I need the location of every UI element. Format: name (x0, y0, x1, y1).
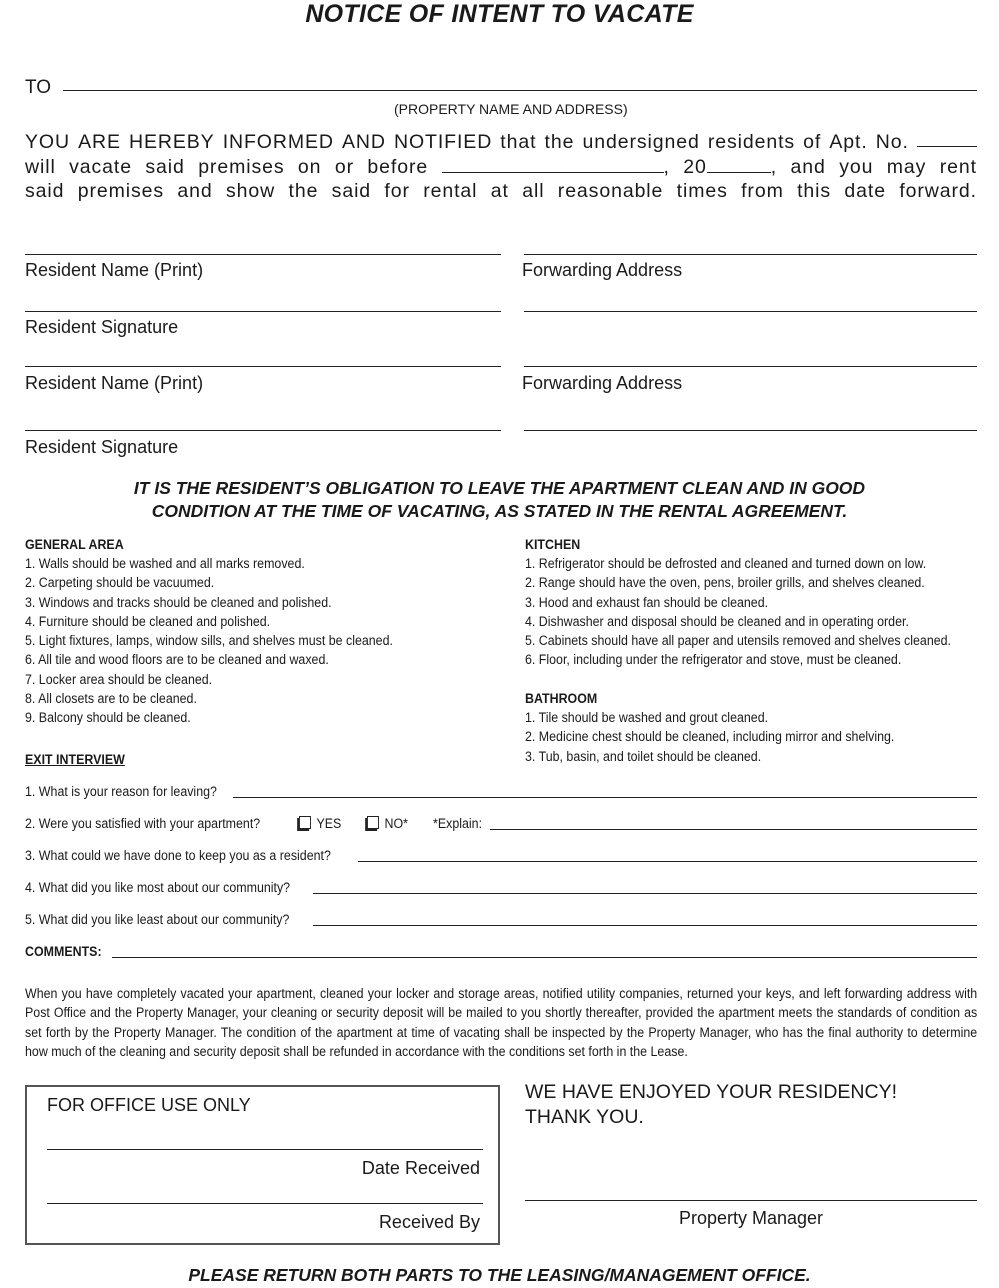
notice-word: on (297, 156, 322, 178)
notice-word: residents (707, 131, 796, 153)
bathroom-section (525, 691, 894, 766)
year-prefix: 20 (683, 156, 707, 178)
notice-word: from (741, 180, 784, 202)
answer-field-4[interactable] (313, 893, 977, 894)
notice-word: AND (342, 131, 386, 153)
vacate-date-field[interactable] (442, 157, 664, 173)
explain-field[interactable] (490, 829, 977, 830)
list-item: 4. Furniture should be cleaned and polished. (25, 613, 271, 629)
notice-line-2 (25, 156, 977, 179)
vacate-year-group (683, 156, 777, 179)
list-item: 3. Hood and exhaust fan should be cleaned. (525, 594, 769, 610)
notice-word: rental (423, 180, 478, 202)
resident-signature-field-2[interactable] (25, 430, 501, 431)
notice-word: Apt. (829, 131, 868, 153)
resident-signature-label-1: Resident Signature (25, 317, 179, 337)
comments-field[interactable] (112, 957, 977, 958)
notice-word: said (25, 180, 65, 202)
notice-word: you (839, 156, 874, 178)
obligation-statement (0, 477, 999, 523)
yes-option[interactable] (299, 816, 341, 831)
notice-word: premises (77, 180, 165, 202)
list-item: 7. Locker area should be cleaned. (25, 671, 213, 687)
notice-word: reasonable (557, 180, 664, 202)
yes-label: YES (316, 816, 342, 831)
footer-instruction: PLEASE RETURN BOTH PARTS TO THE LEASING/MANAGEMENT OFFICE. (188, 1265, 811, 1285)
forwarding-address-label-1: Forwarding Address (522, 260, 683, 280)
notice-word: said (331, 180, 372, 202)
list-item: 4. Dishwasher and disposal should be cleaned and in operating order. (525, 613, 909, 629)
notice-word: the (288, 180, 319, 202)
notice-word: or (334, 156, 354, 178)
thank-you-line-1: WE HAVE ENJOYED YOUR RESIDENCY! (525, 1081, 898, 1103)
question-4: 4. What did you like most about our community? (25, 880, 291, 895)
notice-word: this (797, 180, 832, 202)
answer-field-3[interactable] (358, 861, 977, 862)
received-by-field[interactable] (47, 1203, 483, 1204)
no-label: NO* (384, 816, 408, 831)
resident-name-field-1[interactable] (25, 254, 501, 255)
obligation-line-1: IT IS THE RESIDENT’S OBLIGATION TO LEAVE THE APARTMENT CLEAN AND IN GOOD (133, 478, 866, 498)
thank-you-line-2: THANK YOU. (525, 1106, 644, 1128)
list-item: 5. Cabinets should have all paper and utensils removed and shelves cleaned. (525, 633, 952, 649)
notice-word: at (490, 180, 509, 202)
explain-label: *Explain: (433, 816, 483, 831)
document-title: NOTICE OF INTENT TO VACATE (305, 0, 694, 28)
list-item: 1. Tile should be washed and grout cleaned. (525, 710, 769, 725)
no-checkbox[interactable] (367, 816, 379, 829)
notice-word: may (886, 156, 927, 178)
list-item: 1. Refrigerator should be defrosted and cleaned and turned down on low. (525, 556, 927, 571)
notice-word: and (177, 180, 213, 202)
no-option[interactable] (367, 816, 408, 831)
date-received-label: Date Received (361, 1158, 480, 1178)
office-use-heading: FOR OFFICE USE ONLY (47, 1095, 251, 1115)
list-item: 1. Walls should be washed and all marks removed. (25, 556, 305, 571)
vacate-year-field[interactable] (707, 157, 771, 173)
resident-name-label-2: Resident Name (Print) (25, 373, 204, 393)
notice-line-1 (25, 131, 977, 154)
resident-signature-field-1[interactable] (25, 311, 501, 312)
list-item: 8. All closets are to be cleaned. (25, 691, 197, 707)
resident-name-field-2[interactable] (25, 366, 501, 367)
date-received-field[interactable] (47, 1149, 483, 1150)
list-item: 9. Balcony should be cleaned. (25, 710, 191, 726)
forwarding-address-label-2: Forwarding Address (522, 373, 683, 393)
list-item: 6. All tile and wood floors are to be cleaned and waxed. (25, 652, 329, 668)
notice-word: ARE (78, 131, 121, 153)
notice-word: YOU (25, 131, 70, 153)
apt-number-field[interactable] (917, 131, 977, 147)
list-item: 2. Medicine chest should be cleaned, including mirror and shelving. (525, 729, 895, 745)
notice-word: for (384, 180, 410, 202)
resident-name-label-1: Resident Name (Print) (25, 260, 204, 280)
notice-word: said (145, 156, 185, 178)
notice-word: No. (875, 131, 909, 153)
list-item: 5. Light fixtures, lamps, window sills, and shelves must be cleaned. (25, 633, 393, 649)
forwarding-address-field-1b[interactable] (524, 311, 977, 312)
notice-word: date (844, 180, 886, 202)
list-item: 3. Tub, basin, and toilet should be cleaned. (525, 748, 762, 764)
date-comma: , (663, 156, 670, 178)
exit-interview-heading: EXIT INTERVIEW (25, 752, 125, 767)
resident-signature-label-2: Resident Signature (25, 437, 179, 457)
closing-paragraph: When you have completely vacated your apartment, cleaned your locker and storage areas, notified utility companies, returned your keys, and left forwarding address with Post Office and the Property Manager, your cleaning or security deposit will be mailed to you shortly thereafter, provided the apartment meets the standards of condition as set forth by the Property Manager. The condition of the apartment at time of vacating shall be inspected by the Property Manager, who has the final authority to determine how much of the cleaning and security deposit shall be refunded in accordance with the conditions set forth in the Lease. (25, 986, 978, 1059)
notice-word: will (25, 156, 56, 178)
list-item: 2. Range should have the oven, pens, broiler grills, and shelves cleaned. (525, 575, 925, 591)
received-by-label: Received By (378, 1212, 480, 1232)
property-caption: (PROPERTY NAME AND ADDRESS) (394, 101, 628, 117)
list-item: 3. Windows and tracks should be cleaned and polished. (25, 594, 332, 610)
general-area-section (25, 537, 393, 728)
list-item: 6. Floor, including under the refrigerator and stove, must be cleaned. (525, 652, 902, 668)
notice-word: INFORMED (222, 131, 334, 153)
property-name-address-field[interactable] (63, 90, 977, 91)
question-1: 1. What is your reason for leaving? (25, 784, 217, 799)
property-manager-signature-field[interactable] (525, 1200, 977, 1201)
thank-you-message (525, 1080, 897, 1130)
question-2: 2. Were you satisfied with your apartment? (25, 816, 261, 831)
to-label: TO (25, 77, 52, 98)
answer-field-1[interactable] (233, 797, 977, 798)
property-manager-label: Property Manager (678, 1208, 824, 1228)
office-use-box (25, 1085, 500, 1245)
notice-word: premises (198, 156, 285, 178)
notice-word: all (522, 180, 545, 202)
notice-line-3 (25, 180, 977, 203)
kitchen-heading: KITCHEN (525, 537, 581, 552)
vacate-date-group (442, 156, 670, 179)
general-area-heading: GENERAL AREA (25, 537, 124, 552)
notice-word: show (226, 180, 276, 202)
forwarding-address-field-1[interactable] (524, 254, 977, 255)
notice-word: rent (939, 156, 977, 178)
comments-label: COMMENTS: (25, 944, 102, 959)
notice-word: HEREBY (128, 131, 215, 153)
question-3: 3. What could we have done to keep you as a resident? (25, 848, 331, 863)
forwarding-address-field-2b[interactable] (524, 430, 977, 431)
notice-word: NOTIFIED (393, 131, 493, 153)
notice-word: vacate (69, 156, 132, 178)
obligation-line-2: CONDITION AT THE TIME OF VACATING, AS STATED IN THE RENTAL AGREEMENT. (151, 501, 848, 521)
notice-word: the (544, 131, 575, 153)
notice-word: times (676, 180, 728, 202)
notice-word: , (770, 156, 778, 178)
answer-field-5[interactable] (313, 925, 977, 926)
list-item: 2. Carpeting should be vacuumed. (25, 575, 215, 591)
notice-word: undersigned (582, 131, 700, 153)
question-5: 5. What did you like least about our community? (25, 912, 290, 927)
notice-word: and (790, 156, 826, 178)
notice-word: forward. (899, 180, 977, 202)
kitchen-section (525, 537, 951, 670)
yes-checkbox[interactable] (299, 816, 311, 829)
forwarding-address-field-2[interactable] (524, 366, 977, 367)
notice-word: before (367, 156, 429, 178)
bathroom-heading: BATHROOM (525, 691, 598, 706)
notice-word: of (803, 131, 822, 153)
notice-word: that (500, 131, 537, 153)
